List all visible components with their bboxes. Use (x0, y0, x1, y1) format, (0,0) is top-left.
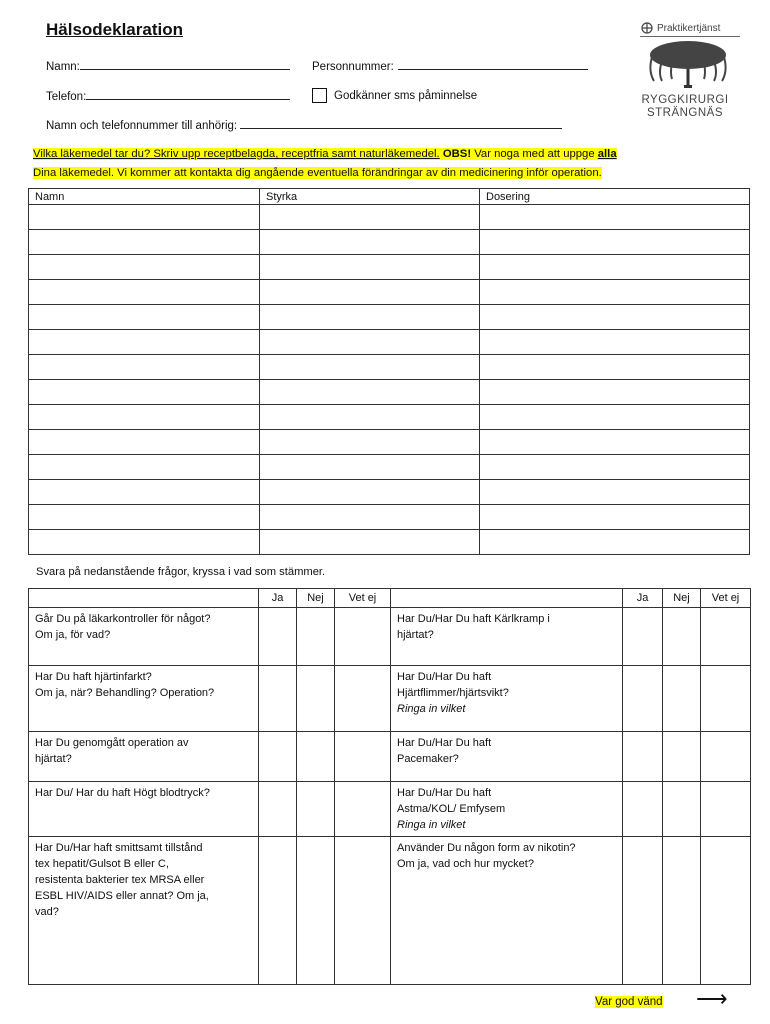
question-line: Har Du/ Har du haft Högt blodtryck? (35, 787, 210, 799)
medication-cell-styrka[interactable] (260, 480, 480, 505)
medication-cell-styrka[interactable] (260, 505, 480, 530)
medication-cell-styrka[interactable] (260, 455, 480, 480)
answer-cell-ja-left[interactable] (259, 666, 297, 732)
question-line: Har Du genomgått operation av (35, 737, 189, 749)
question-line: Har Du/Har Du haft (397, 787, 492, 799)
answer-cell-vetej-right[interactable] (701, 666, 751, 732)
personnummer-field[interactable] (312, 61, 588, 73)
footer-turn-over (595, 996, 663, 1008)
telefon-label: Telefon: (46, 91, 87, 103)
praktikertjanst-icon (640, 22, 654, 34)
answer-cell-ja-left[interactable] (259, 837, 297, 985)
namn-line[interactable] (80, 68, 290, 70)
medication-row (29, 205, 750, 230)
namn-field[interactable] (46, 61, 290, 73)
header-blank-left (29, 589, 259, 608)
medication-cell-styrka[interactable] (260, 355, 480, 380)
medication-cell-styrka[interactable] (260, 305, 480, 330)
sms-label: Godkänner sms påminnelse (334, 89, 478, 102)
logo-brand (640, 22, 740, 34)
medication-cell-styrka[interactable] (260, 380, 480, 405)
page-title: Hälsodeklaration (46, 20, 183, 39)
answer-cell-ja-right[interactable] (623, 666, 663, 732)
question-line: tex hepatit/Gulsot B eller C, (35, 858, 169, 870)
question-line: hjärtat? (35, 753, 72, 765)
header-vetej-left: Vet ej (335, 589, 391, 608)
instruction-part3: Dina läkemedel. Vi kommer att kontakta dig angående eventuella förändringar av din medicinering inför operation. (33, 167, 602, 179)
answer-cell-nej-right[interactable] (663, 608, 701, 666)
answer-cell-nej-right[interactable] (663, 666, 701, 732)
medication-cell-dosering[interactable] (480, 230, 750, 255)
header-nej-left: Nej (297, 589, 335, 608)
answer-cell-ja-right[interactable] (623, 782, 663, 837)
medication-row (29, 255, 750, 280)
question-text-left (29, 666, 259, 732)
medication-cell-namn[interactable] (29, 380, 260, 405)
question-text-left (29, 732, 259, 782)
question-line: Hjärtflimmer/hjärtsvikt? (397, 687, 509, 699)
question-text-right (391, 608, 623, 666)
logo (630, 22, 740, 120)
question-line: Om ja, när? Behandling? Operation? (35, 687, 215, 699)
column-styrka: Styrka (260, 189, 480, 205)
medication-cell-dosering[interactable] (480, 305, 750, 330)
answer-cell-vetej-left[interactable] (335, 732, 391, 782)
question-note: Ringa in vilket (397, 819, 466, 831)
medication-cell-dosering[interactable] (480, 505, 750, 530)
questions-instruction: Svara på nedanstående frågor, kryssa i vad som stämmer. (36, 566, 326, 578)
instruction-obs: OBS! (442, 148, 472, 160)
medication-cell-dosering[interactable] (480, 455, 750, 480)
question-row (29, 608, 751, 666)
question-text-right (391, 732, 623, 782)
answer-cell-vetej-right[interactable] (701, 837, 751, 985)
column-namn: Namn (29, 189, 260, 205)
medication-header-row (29, 189, 750, 205)
medication-row (29, 430, 750, 455)
answer-cell-ja-left[interactable] (259, 608, 297, 666)
medication-cell-namn[interactable] (29, 405, 260, 430)
header-vetej-right: Vet ej (701, 589, 751, 608)
logo-line2: STRÄNGNÄS (646, 107, 724, 119)
medication-row (29, 280, 750, 305)
medication-row (29, 330, 750, 355)
medication-row (29, 380, 750, 405)
answer-cell-vetej-right[interactable] (701, 732, 751, 782)
question-text-right (391, 782, 623, 837)
answer-cell-ja-right[interactable] (623, 837, 663, 985)
answer-cell-vetej-left[interactable] (335, 782, 391, 837)
answer-cell-nej-left[interactable] (297, 608, 335, 666)
medication-cell-namn[interactable] (29, 230, 260, 255)
question-row (29, 782, 751, 837)
instruction-part2: Var noga med att uppge (474, 148, 595, 160)
answer-cell-nej-left[interactable] (297, 666, 335, 732)
medication-cell-namn[interactable] (29, 430, 260, 455)
medication-cell-dosering[interactable] (480, 280, 750, 305)
personnummer-line[interactable] (398, 68, 588, 70)
medication-cell-namn[interactable] (29, 355, 260, 380)
question-row (29, 837, 751, 985)
telefon-field[interactable] (46, 91, 290, 103)
question-row (29, 732, 751, 782)
question-line: Har Du/Har Du haft (397, 737, 492, 749)
question-note: Ringa in vilket (397, 703, 466, 715)
questions-header-row (29, 589, 751, 608)
question-line: resistenta bakterier tex MRSA eller (35, 874, 205, 886)
answer-cell-vetej-right[interactable] (701, 782, 751, 837)
anhorig-label: Namn och telefonnummer till anhörig: (46, 120, 238, 132)
medication-cell-namn[interactable] (29, 305, 260, 330)
arrow-right-icon: ⟶ (696, 986, 728, 1011)
medication-cell-dosering[interactable] (480, 355, 750, 380)
answer-cell-nej-left[interactable] (297, 837, 335, 985)
question-text-left (29, 782, 259, 837)
question-line: Har Du/Har Du haft (397, 671, 492, 683)
medication-table (28, 188, 750, 555)
question-text-right (391, 837, 623, 985)
medication-cell-namn[interactable] (29, 205, 260, 230)
medication-cell-dosering[interactable] (480, 205, 750, 230)
medication-cell-styrka[interactable] (260, 330, 480, 355)
header-ja-right: Ja (623, 589, 663, 608)
answer-cell-nej-right[interactable] (663, 732, 701, 782)
answer-cell-nej-right[interactable] (663, 837, 701, 985)
medication-cell-namn[interactable] (29, 505, 260, 530)
answer-cell-nej-right[interactable] (663, 782, 701, 837)
medication-row (29, 305, 750, 330)
medication-cell-dosering[interactable] (480, 380, 750, 405)
medication-cell-namn[interactable] (29, 455, 260, 480)
logo-line1: RYGGKIRURGI (641, 94, 729, 106)
telefon-line[interactable] (86, 98, 290, 100)
answer-cell-vetej-left[interactable] (335, 837, 391, 985)
medication-cell-styrka[interactable] (260, 530, 480, 555)
personnummer-label: Personnummer: (312, 61, 394, 73)
question-text-right (391, 666, 623, 732)
medication-cell-styrka[interactable] (260, 280, 480, 305)
health-questions-table (28, 588, 751, 985)
tree-icon (638, 37, 738, 89)
medication-cell-namn[interactable] (29, 280, 260, 305)
medication-cell-styrka[interactable] (260, 255, 480, 280)
medication-row (29, 480, 750, 505)
medication-row (29, 455, 750, 480)
medication-cell-styrka[interactable] (260, 230, 480, 255)
question-row (29, 666, 751, 732)
question-line: ESBL HIV/AIDS eller annat? Om ja, (35, 890, 209, 902)
header-nej-right: Nej (663, 589, 701, 608)
medication-cell-styrka[interactable] (260, 430, 480, 455)
medication-cell-dosering[interactable] (480, 430, 750, 455)
medication-row (29, 355, 750, 380)
answer-cell-nej-left[interactable] (297, 732, 335, 782)
question-text-left (29, 837, 259, 985)
question-line: Har Du/Har Du haft Kärlkramp i (397, 613, 550, 625)
instruction-part1: Vilka läkemedel tar du? Skriv upp receptbelagda, receptfria samt naturläkemedel. (33, 148, 440, 160)
answer-cell-vetej-left[interactable] (335, 608, 391, 666)
medication-instruction (33, 145, 723, 183)
answer-cell-vetej-left[interactable] (335, 666, 391, 732)
medication-cell-namn[interactable] (29, 330, 260, 355)
medication-row (29, 230, 750, 255)
column-dosering: Dosering (480, 189, 750, 205)
answer-cell-ja-right[interactable] (623, 732, 663, 782)
question-line: Om ja, vad och hur mycket? (397, 858, 534, 870)
medication-cell-dosering[interactable] (480, 530, 750, 555)
question-line: Använder Du någon form av nikotin? (397, 842, 576, 854)
medication-cell-styrka[interactable] (260, 405, 480, 430)
answer-cell-ja-right[interactable] (623, 608, 663, 666)
header-ja-left: Ja (259, 589, 297, 608)
answer-cell-vetej-right[interactable] (701, 608, 751, 666)
answer-cell-nej-left[interactable] (297, 782, 335, 837)
medication-row (29, 505, 750, 530)
medication-cell-namn[interactable] (29, 480, 260, 505)
answer-cell-ja-left[interactable] (259, 732, 297, 782)
question-line: vad? (35, 906, 59, 918)
question-line: Om ja, för vad? (35, 629, 111, 641)
logo-brand-text: Praktikertjänst (657, 22, 721, 34)
question-line: Har Du/Har haft smittsamt tillstånd (35, 842, 203, 854)
answer-cell-ja-left[interactable] (259, 782, 297, 837)
namn-label: Namn: (46, 61, 80, 73)
medication-cell-dosering[interactable] (480, 255, 750, 280)
question-line: Går Du på läkarkontroller för något? (35, 613, 211, 625)
medication-cell-dosering[interactable] (480, 405, 750, 430)
sms-option[interactable] (312, 88, 477, 103)
medication-cell-styrka[interactable] (260, 205, 480, 230)
sms-checkbox[interactable] (312, 88, 327, 103)
medication-row (29, 405, 750, 430)
medication-cell-namn[interactable] (29, 530, 260, 555)
question-line: hjärtat? (397, 629, 434, 641)
question-text-left (29, 608, 259, 666)
footer-text: Var god vänd (595, 996, 663, 1008)
medication-cell-namn[interactable] (29, 255, 260, 280)
question-line: Pacemaker? (397, 753, 459, 765)
anhorig-line[interactable] (240, 127, 562, 129)
medication-row (29, 530, 750, 555)
instruction-alla: alla (597, 148, 617, 160)
anhorig-field[interactable] (46, 120, 562, 132)
question-line: Har Du haft hjärtinfarkt? (35, 671, 152, 683)
header-blank-right (391, 589, 623, 608)
question-line: Astma/KOL/ Emfysem (397, 803, 506, 815)
medication-cell-dosering[interactable] (480, 330, 750, 355)
medication-cell-dosering[interactable] (480, 480, 750, 505)
